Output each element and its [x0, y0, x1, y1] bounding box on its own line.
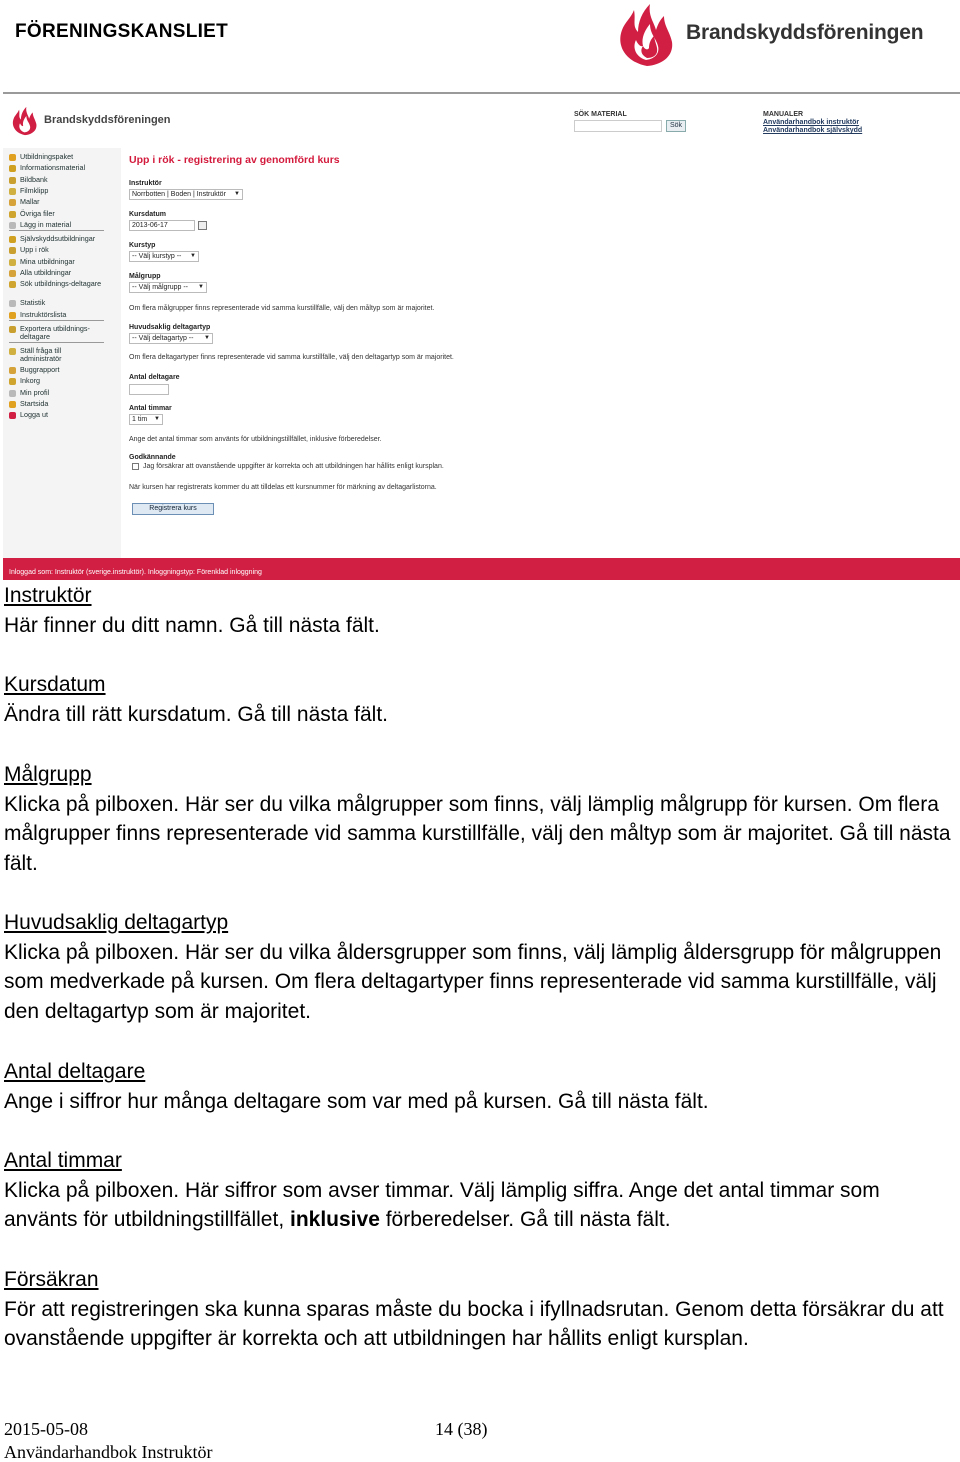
sidebar-item[interactable] [9, 235, 95, 243]
section-heading: Antal deltagare [4, 1060, 146, 1083]
instructor-select[interactable] [129, 189, 243, 200]
flame-logo-icon [612, 2, 682, 68]
sidebar-item-label: Filmklipp [20, 185, 49, 195]
register-course-button[interactable]: Registrera kurs [132, 503, 214, 515]
sidebar-item-label: Statistik [20, 298, 46, 308]
menu-item-icon [9, 259, 16, 266]
target-label: Målgrupp [129, 273, 161, 280]
instructor-label: Instruktör [129, 180, 162, 187]
form-title: Upp i rök - registrering av genomförd kurs [129, 154, 340, 166]
hours-help-text: Ange det antal timmar som använts för utbildningstillfället, inklusive förberedelser. [129, 436, 382, 443]
calendar-icon[interactable] [198, 221, 207, 230]
menu-item-icon [9, 270, 16, 277]
menu-item-icon [9, 165, 16, 172]
sidebar-item-label: Bildbank [20, 174, 48, 184]
sidebar-item-label: Inkorg [20, 376, 40, 386]
brand-name: Brandskyddsföreningen [686, 21, 924, 44]
sidebar-item-label: Alla utbildningar [20, 268, 72, 277]
sidebar-item[interactable] [9, 269, 71, 277]
chevron-down-icon: ▼ [190, 253, 196, 259]
sidebar-item[interactable] [9, 280, 101, 288]
menu-item-icon [9, 390, 16, 397]
status-bar [3, 558, 960, 580]
app-brand-name: Brandskyddsföreningen [44, 114, 171, 126]
app-header [3, 94, 960, 146]
section-body: Ändra till rätt kursdatum. Gå till nästa fält. [4, 702, 388, 726]
sidebar-item-label: Mallar [20, 197, 40, 207]
participant-label: Huvudsaklig deltagartyp [129, 324, 211, 331]
sidebar-item[interactable] [9, 366, 60, 374]
page-header-title: FÖRENINGSKANSLIET [15, 21, 229, 42]
menu-item-icon [9, 378, 16, 385]
app-screenshot [3, 92, 960, 580]
hours-label: Antal timmar [129, 405, 172, 412]
hours-select[interactable] [129, 414, 163, 425]
section-target-group [4, 760, 954, 879]
coursetype-value: -- Välj kurstyp -- [132, 253, 182, 260]
section-hours [4, 1146, 954, 1235]
target-help-text: Om flera målgrupper finns representerade vid samma kurstillfälle, välj den måltyp som är majoritet. [129, 305, 435, 312]
sidebar-item[interactable] [9, 400, 48, 408]
menu-item-icon [9, 211, 16, 218]
search-input[interactable] [574, 120, 662, 132]
section-body: Klicka på pilboxen. Här ser du vilka åldersgrupper som finns, välj lämplig åldersgrupp för målgruppen som medverkade på kursen. Om flera deltagartyper finns representerade vid samma kurstillfälle, välj den deltagartyp som är majoritet. [4, 940, 942, 1024]
sidebar-item[interactable] [9, 187, 48, 195]
section-body-text: Klicka på pilboxen. Här siffror som avser timmar. Välj lämplig siffra. Ange det antal timmar som använts för utbildningstillfället, [4, 1178, 880, 1232]
menu-item-icon [9, 199, 16, 206]
count-input[interactable] [129, 384, 169, 395]
sidebar-item[interactable] [9, 299, 45, 307]
instructor-value: Norrbotten | Boden | Instruktör [132, 191, 226, 198]
section-body-emphasis: inklusive [290, 1208, 380, 1232]
count-label: Antal deltagare [129, 374, 180, 381]
registration-form [129, 148, 949, 558]
section-body: Ange i siffror hur många deltagare som var med på kursen. Gå till nästa fält. [4, 1089, 709, 1113]
section-body-text: förberedelser. Gå till nästa fält. [379, 1208, 671, 1232]
section-instructor [4, 581, 954, 640]
hours-value: 1 tim [132, 416, 148, 423]
sidebar-item[interactable] [9, 246, 49, 254]
page-number: 14 (38) [435, 1419, 488, 1439]
menu-item-icon [9, 236, 16, 243]
sidebar-item[interactable] [9, 198, 40, 206]
menu-item-icon [9, 222, 16, 229]
manuals-label: MANUALER [763, 111, 804, 118]
footer-document-title: Användarhandbok Instruktör [4, 1442, 213, 1462]
section-body [4, 1176, 954, 1235]
sidebar-item[interactable] [9, 325, 102, 341]
sidebar-item-label: Exportera utbildnings-deltagare [20, 323, 90, 341]
brand-logo [612, 2, 958, 68]
chevron-down-icon: ▼ [154, 416, 160, 422]
footer-date: 2015-05-08 [4, 1419, 88, 1439]
sidebar-item-label: Logga ut [20, 410, 48, 420]
chevron-down-icon: ▼ [198, 284, 204, 290]
menu-item-icon [9, 188, 16, 195]
sidebar-item[interactable] [9, 311, 66, 319]
sidebar-divider [9, 230, 104, 231]
sidebar-item[interactable] [9, 389, 49, 397]
search-label: SÖK MATERIAL [574, 111, 627, 118]
menu-item-icon [9, 412, 16, 419]
sidebar-item-label: Ställ fråga till administratör [20, 345, 62, 363]
menu-item-icon [9, 348, 16, 355]
target-select[interactable] [129, 282, 207, 293]
menu-item-icon [9, 300, 16, 307]
menu-item-icon [9, 281, 16, 288]
sidebar-item-label: Utbildningspaket [20, 152, 74, 161]
sidebar-item-label: Instruktörslista [20, 309, 67, 319]
participant-help-text: Om flera deltagartyper finns representerade vid samma kurstillfälle, välj den deltagartyp som är majoritet. [129, 354, 454, 361]
menu-item-icon [9, 177, 16, 184]
chevron-down-icon: ▼ [204, 335, 210, 341]
sidebar-item[interactable] [9, 153, 73, 161]
sidebar-item[interactable] [9, 210, 55, 218]
date-input[interactable]: 2013-06-17 [129, 220, 195, 231]
sidebar-item[interactable] [9, 221, 71, 229]
sidebar-item-label: Buggrapport [20, 364, 60, 374]
menu-item-icon [9, 367, 16, 374]
coursetype-select[interactable] [129, 251, 199, 262]
section-body: För att registreringen ska kunna sparas måste du bocka i ifyllnadsrutan. Genom detta försäkrar du att ovanstående uppgifter är korrekta och att utbildningen har hållits enligt kursplan. [4, 1297, 944, 1351]
section-body: Klicka på pilboxen. Här ser du vilka målgrupper som finns, välj lämplig målgrupp för kursen. Om flera målgrupper finns representerade vid samma kurstillfälle, välj den måltyp som är majoritet. Gå till nästa fält. [4, 792, 951, 876]
app-sidebar [3, 148, 121, 558]
section-heading: Kursdatum [4, 673, 106, 696]
section-heading: Målgrupp [4, 763, 92, 786]
sidebar-divider [9, 320, 104, 321]
section-participant-count [4, 1057, 954, 1116]
sidebar-item-label: Självskyddsutbildningar [20, 234, 96, 244]
sidebar-item[interactable] [9, 176, 48, 184]
registered-note: När kursen har registrerats kommer du att tilldelas ett kursnummer för märkning av deltagarlistorna. [129, 484, 437, 491]
section-assurance [4, 1265, 954, 1354]
approval-checkbox[interactable] [132, 463, 139, 470]
menu-item-icon [9, 154, 16, 161]
sidebar-divider [9, 342, 104, 343]
menu-item-icon [9, 401, 16, 408]
sidebar-item[interactable] [9, 377, 40, 385]
sidebar-item[interactable] [9, 164, 85, 172]
menu-item-icon [9, 247, 16, 254]
target-value: -- Välj målgrupp -- [132, 284, 189, 291]
menu-item-icon [9, 312, 16, 319]
sidebar-item-label: Sök utbildnings-deltagare [20, 279, 102, 289]
menu-item-icon [9, 326, 16, 333]
coursetype-label: Kurstyp [129, 242, 156, 249]
manual-link-selfprotection[interactable]: Användarhandbok självskydd [763, 127, 863, 134]
section-heading: Instruktör [4, 584, 92, 607]
sidebar-item-label: Upp i rök [20, 245, 49, 255]
section-heading: Försäkran [4, 1268, 99, 1291]
participant-value: -- Välj deltagartyp -- [132, 335, 194, 342]
approval-text: Jag försäkrar att ovanstående uppgifter är korrekta och att utbildningen har hållits enligt kursplan. [143, 463, 444, 470]
sidebar-item-label: Informationsmaterial [20, 163, 86, 173]
sidebar-item[interactable] [9, 347, 102, 363]
sidebar-item-label: Lägg in material [20, 219, 72, 229]
chevron-down-icon: ▼ [234, 191, 240, 197]
search-button[interactable]: Sök [666, 120, 686, 132]
manual-link-instructor[interactable]: Användarhandbok instruktör [763, 119, 860, 126]
section-course-date [4, 670, 954, 729]
section-body: Här finner du ditt namn. Gå till nästa fält. [4, 613, 380, 637]
section-participant-type [4, 908, 954, 1027]
sidebar-item-label: Min profil [20, 387, 50, 397]
flame-logo-icon [9, 106, 41, 136]
date-label: Kursdatum [129, 211, 166, 218]
participant-select[interactable] [129, 333, 213, 344]
status-text: Inloggad som: Instruktör (sverige.instruktör). Inloggningstyp: Förenklad inloggning [9, 569, 262, 576]
sidebar-item-label: Mina utbildningar [20, 256, 75, 266]
sidebar-item-label: Startsida [20, 398, 49, 408]
section-heading: Huvudsaklig deltagartyp [4, 911, 229, 934]
sidebar-item-label: Övriga filer [20, 208, 55, 218]
section-heading: Antal timmar [4, 1149, 122, 1172]
sidebar-item[interactable] [9, 258, 75, 266]
sidebar-item[interactable] [9, 411, 48, 419]
approval-label: Godkännande [129, 454, 176, 461]
